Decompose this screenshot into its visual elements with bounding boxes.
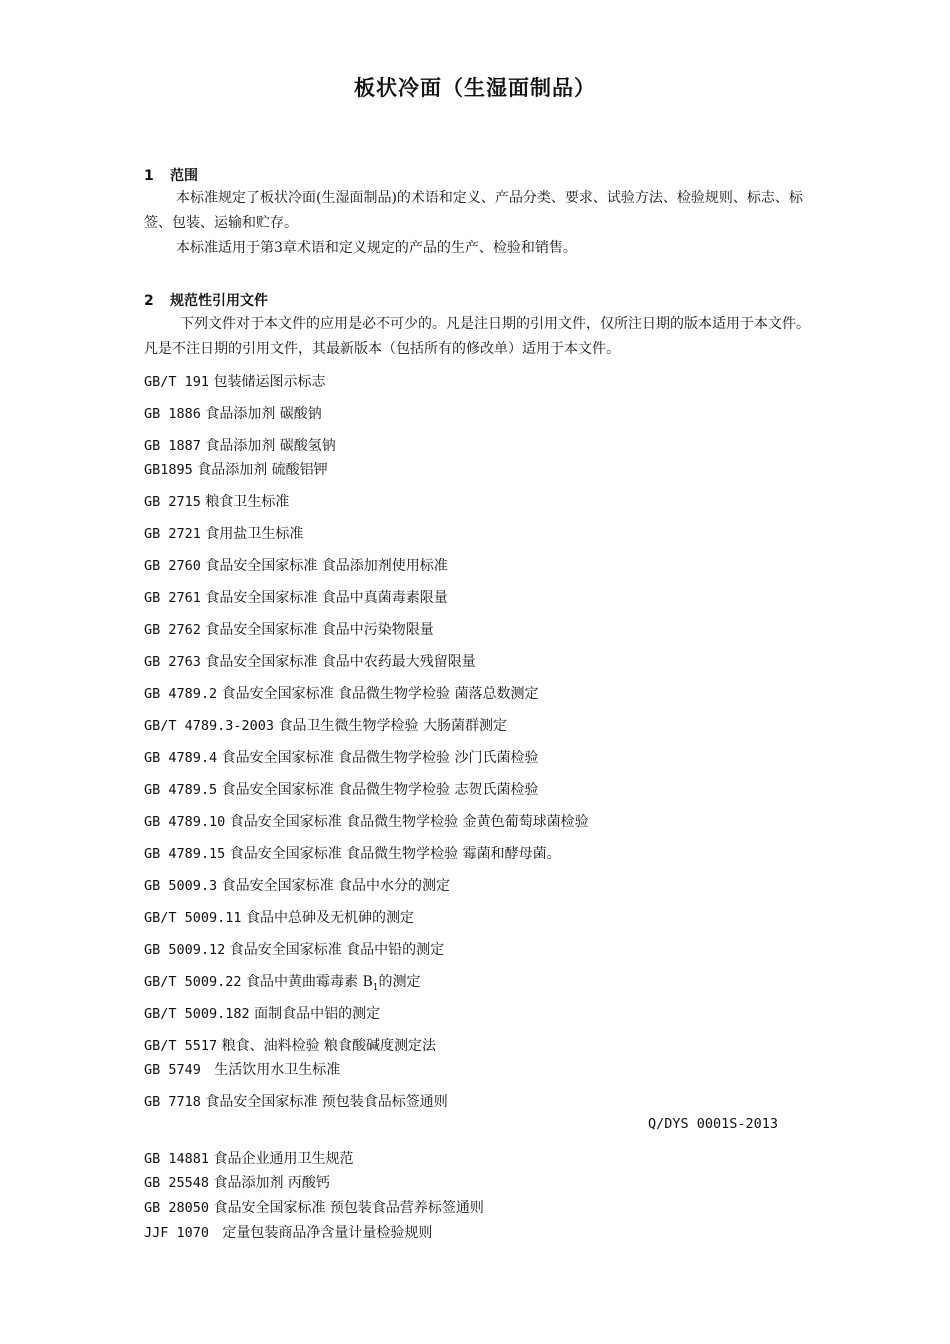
- reference-item: GB 2763 食品安全国家标准 食品中农药最大残留限量: [144, 654, 476, 670]
- reference-item: GB 14881 食品企业通用卫生规范: [144, 1151, 354, 1167]
- reference-item: JJF 1070 定量包装商品净含量计量检验规则: [144, 1225, 433, 1241]
- section-number: 1: [144, 168, 154, 184]
- reference-item: GB 4789.5 食品安全国家标准 食品微生物学检验 志贺氏菌检验: [144, 782, 539, 798]
- reference-item: GB/T 5517 粮食、油料检验 粮食酸碱度测定法: [144, 1038, 437, 1054]
- reference-item: GB1895 食品添加剂 硫酸铝钾: [144, 462, 328, 478]
- reference-item: GB 5009.3 食品安全国家标准 食品中水分的测定: [144, 878, 451, 894]
- reference-item: GB 5009.12 食品安全国家标准 食品中铅的测定: [144, 942, 445, 958]
- reference-item: GB/T 5009.182 面制食品中铝的测定: [144, 1006, 381, 1022]
- reference-item: GB 4789.15 食品安全国家标准 食品微生物学检验 霉菌和酵母菌。: [144, 846, 561, 862]
- reference-item: GB/T 5009.22 食品中黄曲霉毒素 $B_1$的测定: [144, 974, 421, 993]
- reference-item: GB 4789.10 食品安全国家标准 食品微生物学检验 金黄色葡萄球菌检验: [144, 814, 589, 830]
- reference-item: GB 1887 食品添加剂 碳酸氢钠: [144, 438, 336, 454]
- document-number: Q/DYS 0001S-2013: [648, 1116, 779, 1132]
- reference-item: GB 2721 食用盐卫生标准: [144, 526, 304, 542]
- reference-item: GB 2762 食品安全国家标准 食品中污染物限量: [144, 622, 434, 638]
- section-heading-normative-references: [144, 290, 268, 310]
- reference-item: GB/T 5009.11 食品中总砷及无机砷的测定: [144, 910, 414, 926]
- reference-item: GB 2760 食品安全国家标准 食品添加剂使用标准: [144, 558, 448, 574]
- reference-item: GB 4789.4 食品安全国家标准 食品微生物学检验 沙门氏菌检验: [144, 750, 539, 766]
- scope-paragraph-1: 本标准规定了板状冷面(生湿面制品)的术语和定义、产品分类、要求、试验方法、检验规则、标志、标签、包装、运输和贮存。: [144, 190, 803, 231]
- reference-item: GB 28050 食品安全国家标准 预包装食品营养标签通则: [144, 1200, 484, 1216]
- section-title: 规范性引用文件: [170, 293, 268, 309]
- reference-item: GB 4789.2 食品安全国家标准 食品微生物学检验 菌落总数测定: [144, 686, 539, 702]
- reference-item: GB 1886 食品添加剂 碳酸钠: [144, 406, 322, 422]
- section-number: 2: [144, 293, 154, 309]
- document-title: 板状冷面（生湿面制品）: [354, 76, 596, 100]
- reference-item: GB 5749 生活饮用水卫生标准: [144, 1062, 341, 1078]
- reference-item: GB 2761 食品安全国家标准 食品中真菌毒素限量: [144, 590, 448, 606]
- reference-item: GB/T 191 包装储运图示标志: [144, 374, 326, 390]
- section-heading-scope: [144, 165, 198, 185]
- reference-item: GB 7718 食品安全国家标准 预包装食品标签通则: [144, 1094, 448, 1110]
- reference-item: GB 2715 粮食卫生标准: [144, 494, 290, 510]
- section-title: 范围: [170, 168, 198, 184]
- reference-item: GB 25548 食品添加剂 丙酸钙: [144, 1175, 330, 1191]
- scope-paragraph-2: 本标准适用于第3章术语和定义规定的产品的生产、检验和销售。: [176, 240, 577, 256]
- references-intro-paragraph: 下列文件对于本文件的应用是必不可少的。凡是注日期的引用文件，仅所注日期的版本适用于本文件。凡是不注日期的引用文件，其最新版本（包括所有的修改单）适用于本文件。: [144, 316, 810, 357]
- reference-item: GB/T 4789.3-2003 食品卫生微生物学检验 大肠菌群测定: [144, 718, 507, 734]
